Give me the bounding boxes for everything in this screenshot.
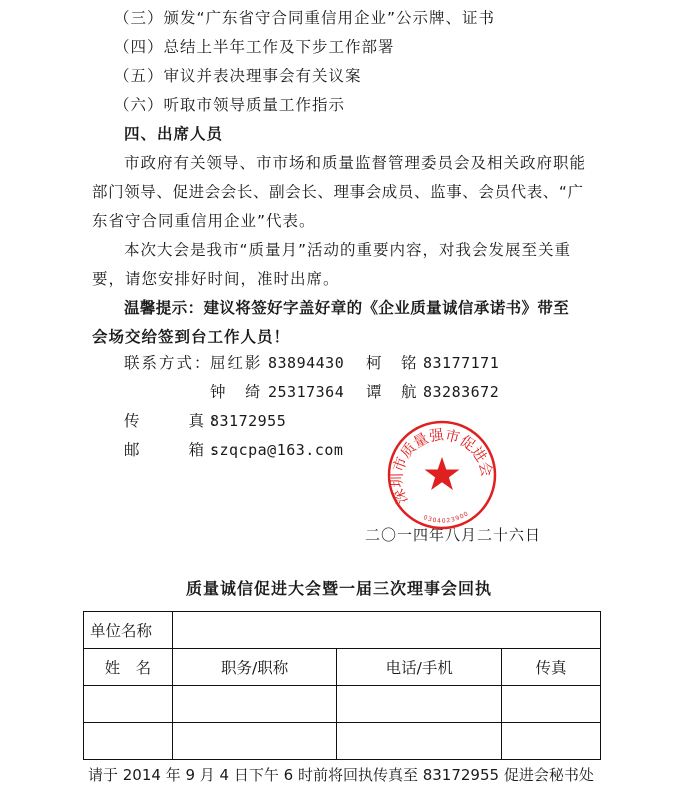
table-row [84,612,601,649]
seal-text: 深圳市质量强市促进会 [389,427,495,506]
email-address: szqcpa@163.com [210,441,344,459]
contact-phone: 83177171 [423,354,500,372]
attendees-line-3: 东省守合同重信用企业”代表。 [92,212,316,230]
email-label: 邮 箱： [124,441,232,459]
fax-number: 83172955 [210,412,287,430]
contact-label: 联系方式： [124,354,212,372]
importance-line-2: 要，请您安排好时间，准时出席。 [92,270,340,288]
form-title: 质量诚信促进大会暨一届三次理事会回执 [185,579,492,598]
unit-name-label: 单位名称 [84,612,173,649]
contact-name: 谭 航 [366,383,419,401]
return-instructions: 请于 2014 年 9 月 4 日下午 6 时前将回执传真至 83172955 促进会秘书处 [88,766,594,784]
table-cell[interactable] [84,686,173,723]
contact-name: 屈红影 [210,354,263,372]
seal-code: 0304023900 [422,509,471,525]
issue-date: 二〇一四年八月二十六日 [365,526,542,544]
column-header-phone: 电话/手机 [337,649,502,686]
contact-phone: 25317364 [268,383,345,401]
table-cell[interactable] [502,686,601,723]
section-heading: 四、出席人员 [124,125,224,143]
agenda-item-6: （六）听取市领导质量工作指示 [114,96,346,114]
column-header-fax: 传真 [502,649,601,686]
column-header-title: 职务/职称 [172,649,337,686]
table-row [84,723,601,760]
contact-name: 柯 铭 [366,354,419,372]
tip-line-1: 温馨提示：建议将签好字盖好章的《企业质量诚信承诺书》带至 [124,299,570,317]
agenda-item-4: （四）总结上半年工作及下步工作部署 [114,38,395,56]
official-seal [386,419,498,531]
table-cell[interactable] [502,723,601,760]
table-row [84,686,601,723]
column-header-name: 姓 名 [84,649,173,686]
reply-form-table [83,611,601,760]
tip-line-2: 会场交给签到台工作人员！ [92,328,291,346]
contact-phone: 83894430 [268,354,345,372]
agenda-item-5: （五）审议并表决理事会有关议案 [114,67,362,85]
table-cell[interactable] [172,723,337,760]
attendees-line-2: 部门领导、促进会会长、副会长、理事会成员、监事、会员代表、“广 [92,183,584,201]
star-icon [425,457,460,490]
table-cell[interactable] [337,723,502,760]
importance-line-1: 本次大会是我市“质量月”活动的重要内容，对我会发展至关重 [124,241,572,259]
table-cell[interactable] [84,723,173,760]
contact-name: 钟 绮 [210,383,263,401]
contact-phone: 83283672 [423,383,500,401]
table-header-row [84,649,601,686]
table-cell[interactable] [172,686,337,723]
unit-name-input[interactable] [172,612,600,649]
attendees-line-1: 市政府有关领导、市市场和质量监督管理委员会及相关政府职能 [124,154,587,172]
agenda-item-3: （三）颁发“广东省守合同重信用企业”公示牌、证书 [114,9,496,27]
fax-label: 传 真： [124,412,232,430]
table-cell[interactable] [337,686,502,723]
